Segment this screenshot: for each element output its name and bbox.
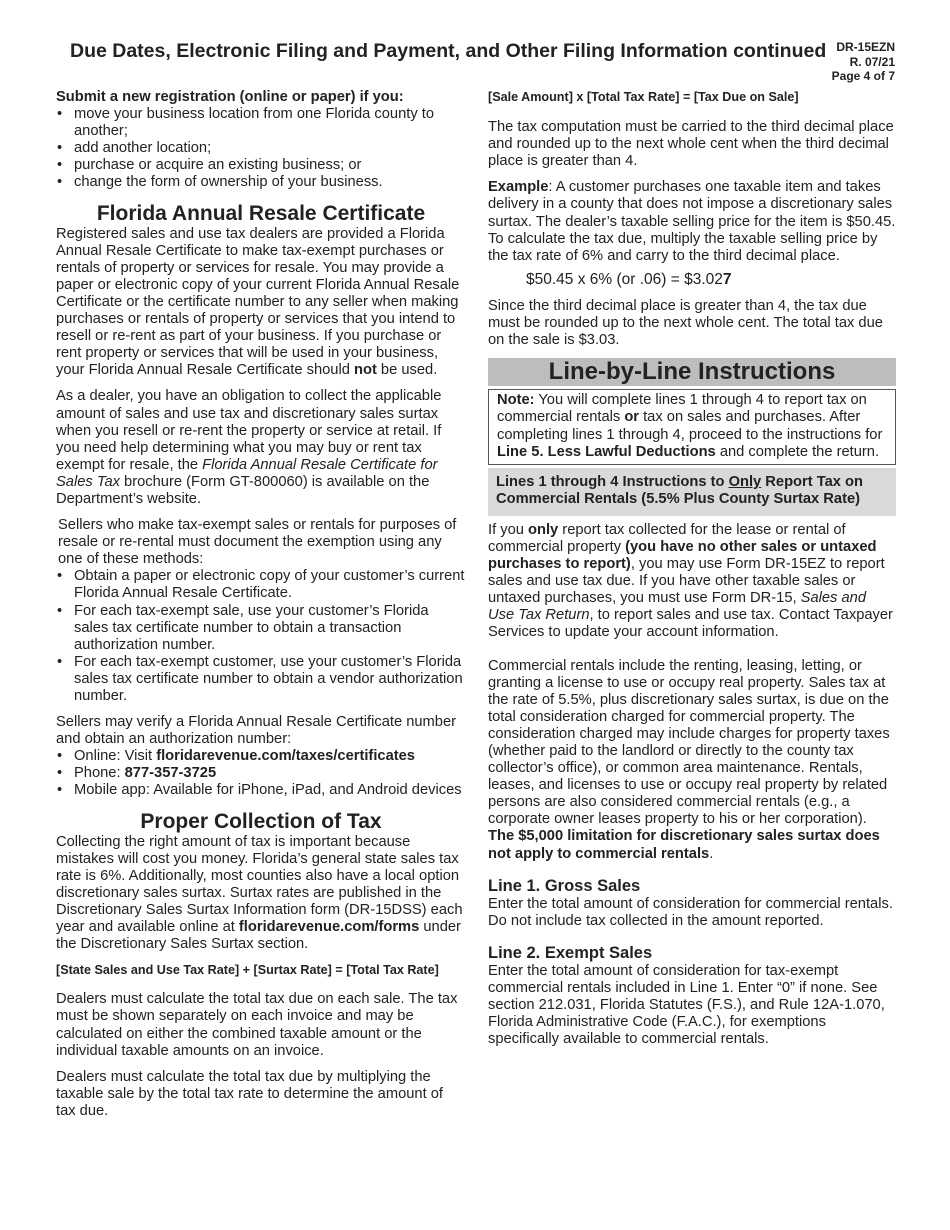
resale-paragraph-1: Registered sales and use tax dealers are provided a Florida Annual Resale Certificate to make tax-exempt purchases or rentals of property or services for resale. You may provide a paper or electronic copy of your current Florida Annual Resale Certificate or the certificate number to any seller when making purchases or rentals of property or services that you intend to resell or re-rent as part of your business. If you purchase or rent property or services that will be used in your business, your Florida Annual Resale Certificate should not be used. (56, 225, 460, 379)
commercial-only-paragraph: If you only report tax collected for the lease or rental of commercial property (you have no other sales or untaxed purchases to report), you may use Form DR-15EZ to report sales and use tax due. If you have other taxable sales or untaxed purchases, you must use Form DR-15, Sales and Use Tax Return, to report sales and use tax. Contact Taxpayer Services to update your account information. (488, 521, 893, 641)
tax-due-formula: [Sale Amount] x [Total Tax Rate] = [Tax Due on Sale] (488, 90, 799, 104)
form-revision: R. 07/21 (849, 54, 895, 69)
list-item: • purchase or acquire an existing business; or (56, 157, 466, 174)
list-item: • move your business location from one Florida county to another; (56, 106, 466, 140)
note-box: Note: You will complete lines 1 through 4 to report tax on commercial rentals or tax on sales and purchases. After completing lines 1 through 4, proceed to the instructions for Line 5. Less Lawful Deductions and complete the return. (488, 389, 896, 464)
form-identifier (832, 40, 895, 84)
commercial-rentals-paragraph: Commercial rentals include the renting, leasing, letting, or granting a license to use or occupy real property. Sales tax at the rate of 5.5%, plus discretionary sales surtax, is due on the total consideration charged for commercial property. The consideration charged may include charges for property taxes (whether paid to the landlord or directly to the county tax collector’s office), or common area maintenance. Rentals, leases, and licenses to use or occupy real property by related persons are also considered commercial rentals (e.g., a corporate owner leases property to his or her corporation). The $5,000 limitation for discretionary sales surtax does not apply to commercial rentals. (488, 657, 890, 862)
total-tax-rate-formula: [State Sales and Use Tax Rate] + [Surtax Rate] = [Total Tax Rate] (56, 963, 439, 978)
resale-certificate-heading: Florida Annual Resale Certificate (96, 201, 426, 225)
line-by-line-banner: Line-by-Line Instructions (488, 358, 896, 386)
page-header-title: Due Dates, Electronic Filing and Payment, and Other Filing Information continued (70, 40, 827, 62)
resale-paragraph-2: As a dealer, you have an obligation to collect the applicable amount of sales and use tax and discretionary sales surtax when you resell or re-rent the property or service at retail. If you need help determining what you may buy or rent tax exempt for resale, the Florida Annual Resale Certificate for Sales Tax brochure (Form GT-800060) is available on the Department’s website. (56, 388, 442, 507)
list-item: • Online: Visit floridarevenue.com/taxes/certificates (56, 748, 466, 765)
list-item: • change the form of ownership of your business. (56, 174, 466, 191)
collection-paragraph-1: Collecting the right amount of tax is important because mistakes will cost you money. Florida’s general state sales tax rate is 6%. Additionally, most counties also have a local option discretionary sales surtax. Surtax rates are published in the Discretionary Sales Surtax Information form (DR-15DSS) each year and available online at floridarevenue.com/forms under the Discretionary Sales Surtax section. (56, 833, 463, 953)
line-2-text: Enter the total amount of consideration for tax-exempt commercial rentals included in Line 1. Enter “0” if none. See section 212.031, Florida Statutes (F.S.), and Rule 12A-1.070, Florida Administrative Code (F.A.C.), for exemptions specifically available to commercial rentals. (488, 962, 885, 1048)
list-item: • add another location; (56, 140, 466, 157)
collection-paragraph-2: Dealers must calculate the total tax due on each sale. The tax must be shown separately on each invoice and may be calculated on either the combined taxable amount or the individual taxable amounts on an invoice. (56, 991, 458, 1059)
exemption-methods-list (56, 568, 466, 705)
collection-paragraph-3: Dealers must calculate the total tax due by multiplying the taxable sale by the total tax rate to determine the amount of tax due. (56, 1068, 444, 1119)
certificates-url: floridarevenue.com/taxes/certificates (156, 748, 415, 765)
line-1-text: Enter the total amount of consideration for commercial rentals. Do not include tax collected in the amount reported. (488, 895, 893, 929)
line-1-heading: Line 1. Gross Sales (488, 876, 641, 895)
right-column (488, 89, 896, 1048)
example-equation: $50.45 x 6% (or .06) = $3.027 (526, 270, 732, 288)
registration-list (56, 106, 466, 191)
example-paragraph: Example: A customer purchases one taxable item and takes delivery in a county that does not impose a discretionary sales surtax. The dealer’s taxable selling price for the item is $50.45. To calculate the tax due, multiply the taxable selling price by the tax rate of 6% and carry to the third decimal place. (488, 179, 896, 264)
phone-number: 877-357-3725 (124, 765, 217, 782)
proper-collection-heading: Proper Collection of Tax (140, 809, 382, 833)
forms-url: floridarevenue.com/forms (238, 919, 420, 936)
list-item: • Phone: 877-357-3725 (56, 765, 466, 782)
left-column (56, 89, 466, 1129)
list-item: • Mobile app: Available for iPhone, iPad, and Android devices (56, 782, 466, 799)
page-number: Page 4 of 7 (831, 69, 895, 83)
list-item: • For each tax-exempt customer, use your customer’s Florida sales tax certificate number to obtain a vendor authorization number. (56, 654, 466, 705)
list-item: • Obtain a paper or electronic copy of your customer’s current Florida Annual Resale Certificate. (56, 568, 466, 602)
commercial-rentals-box: Lines 1 through 4 Instructions to Only Report Tax on Commercial Rentals (5.5% Plus County Surtax Rate) (488, 468, 896, 516)
rounding-paragraph: The tax computation must be carried to the third decimal place and rounded up to the next whole cent when the third decimal place is greater than 4. (488, 119, 894, 170)
resale-paragraph-4: Sellers may verify a Florida Annual Resale Certificate number and obtain an authorization number: (56, 714, 456, 748)
verification-list (56, 748, 466, 799)
resale-paragraph-3: Sellers who make tax-exempt sales or rentals for purposes of resale or re-rental must document the exemption using any one of these methods: (58, 517, 457, 568)
registration-heading: Submit a new registration (online or paper) if you: (56, 89, 404, 105)
rounding-result-paragraph: Since the third decimal place is greater than 4, the tax due must be rounded up to the next whole cent. The total tax due on the sale is $3.03. (488, 297, 883, 349)
form-number: DR-15EZN (836, 40, 895, 54)
line-2-heading: Line 2. Exempt Sales (488, 943, 653, 962)
list-item: • For each tax-exempt sale, use your customer’s Florida sales tax certificate number to obtain a transaction authorization number. (56, 603, 466, 654)
